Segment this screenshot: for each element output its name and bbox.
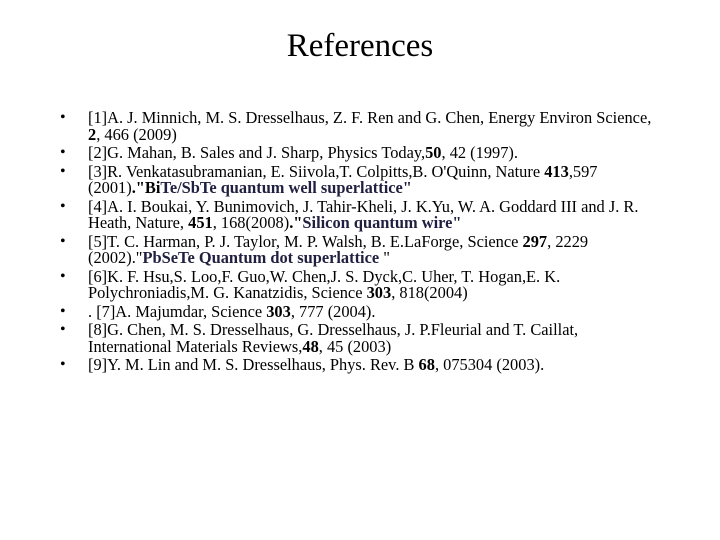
bullet-icon: • bbox=[60, 267, 66, 285]
reference-text-segment: [1]A. J. Minnich, M. S. Dresselhaus, Z. F. Ren and G. Chen, Energy Environ Science, bbox=[88, 108, 652, 127]
reference-text-segment: [9]Y. M. Lin and M. S. Dresselhaus, Phys. Rev. B bbox=[88, 355, 419, 374]
reference-text-segment: Se bbox=[161, 248, 179, 267]
bullet-icon: • bbox=[60, 321, 66, 338]
reference-item bbox=[60, 301, 660, 321]
reference-text-segment: Te Quantum dot superlattice bbox=[178, 248, 384, 267]
reference-text-segment: ." bbox=[289, 213, 303, 232]
slide-title: References bbox=[286, 28, 434, 64]
reference-item bbox=[60, 196, 660, 232]
reference-item bbox=[60, 145, 660, 162]
reference-text-segment: Silicon quantum wire" bbox=[302, 213, 462, 232]
reference-item bbox=[60, 322, 660, 355]
reference-text-segment: " bbox=[383, 248, 390, 267]
reference-list bbox=[60, 110, 660, 376]
bullet-icon: • bbox=[60, 144, 66, 161]
reference-item bbox=[60, 357, 660, 374]
reference-text-segment: ,597 (2001) bbox=[88, 161, 598, 197]
bullet-icon: • bbox=[60, 109, 66, 126]
reference-text-segment: Te/Sb bbox=[160, 178, 200, 197]
reference-text-segment: 451 bbox=[188, 213, 213, 232]
bullet-icon: • bbox=[60, 356, 66, 373]
reference-text-segment: 50 bbox=[425, 143, 442, 162]
reference-text-segment: [3]R. Venkatasubramanian, E. Siivola,T. Colpitts,B. O'Quinn, Nature bbox=[88, 161, 545, 181]
reference-text-segment: 303 bbox=[266, 301, 291, 321]
reference-text-segment: , 777 (2004). bbox=[290, 301, 376, 321]
reference-item bbox=[60, 110, 660, 143]
reference-text-segment: 68 bbox=[418, 355, 435, 374]
reference-text-segment: , 2229 (2002)." bbox=[88, 231, 589, 267]
reference-item bbox=[60, 266, 660, 302]
reference-text-segment: , 42 (1997). bbox=[441, 143, 518, 162]
reference-text-segment: ."Bi bbox=[131, 178, 161, 197]
reference-text-segment: [4]A. I. Boukai, Y. Bunimovich, J. Tahir-Kheli, J. K.Yu, W. A. Goddard III and J. R. Heath, Nature, bbox=[88, 196, 639, 232]
reference-text-segment: , 818(2004) bbox=[391, 283, 468, 302]
reference-text-segment: . [7]A. Majumdar, Science bbox=[88, 301, 267, 321]
reference-text-segment: [8]G. Chen, M. S. Dresselhaus, G. Dresselhaus, J. P.Fleurial and T. Caillat, International Materials Reviews, bbox=[88, 320, 579, 356]
reference-text-segment: [2]G. Mahan, B. Sales and J. Sharp, Physics Today, bbox=[88, 143, 426, 162]
reference-text-segment: Pb bbox=[142, 248, 162, 267]
bullet-icon: • bbox=[60, 197, 66, 215]
reference-text-segment: , 168(2008) bbox=[212, 213, 290, 232]
reference-text-segment: [6]K. F. Hsu,S. Loo,F. Guo,W. Chen,J. S. Dyck,C. Uher, T. Hogan,E. K. Polychroniadis,M. G. Kanatzidis, Science bbox=[88, 266, 561, 302]
reference-item bbox=[60, 231, 660, 267]
reference-text-segment: , 45 (2003) bbox=[318, 336, 392, 356]
reference-text-segment: 413 bbox=[544, 161, 569, 181]
reference-text-segment: 2 bbox=[88, 124, 97, 144]
reference-text-segment: Te quantum well superlattice" bbox=[199, 178, 412, 197]
reference-text-segment: [5]T. C. Harman, P. J. Taylor, M. P. Walsh, B. E.La bbox=[88, 231, 422, 251]
bullet-icon: • bbox=[60, 162, 66, 180]
bullet-icon: • bbox=[60, 302, 66, 320]
reference-item bbox=[60, 161, 660, 197]
reference-text-segment: , 466 (2009) bbox=[96, 124, 177, 144]
reference-text-segment: 297 bbox=[522, 231, 548, 251]
reference-text-segment: Forge, Science bbox=[421, 231, 523, 251]
reference-text-segment: , 075304 (2003). bbox=[434, 355, 545, 374]
reference-text-segment: 48 bbox=[302, 336, 319, 356]
reference-text-segment: 303 bbox=[366, 283, 392, 302]
bullet-icon: • bbox=[60, 232, 66, 250]
